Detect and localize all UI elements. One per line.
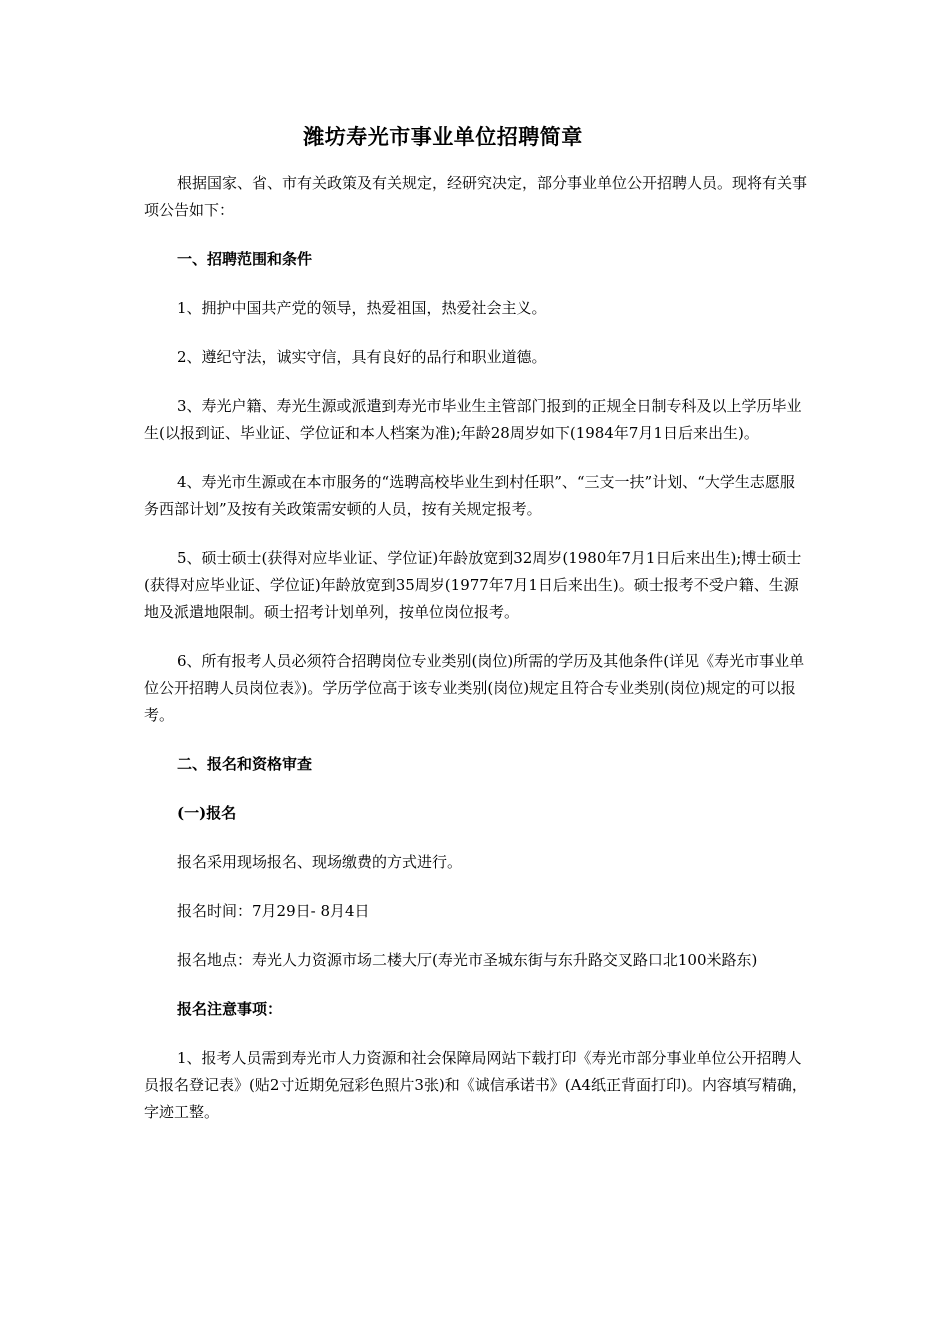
section2-sub1-heading: (一)报名	[177, 804, 237, 822]
section1-heading: 一、招聘范围和条件	[177, 250, 313, 268]
note-item-1: 1、报考人员需到寿光市人力资源和社会保障局网站下载打印《寿光市部分事业单位公开招聘人员报名登记表》(贴2寸近期免冠彩色照片3张)和《诚信承诺书》(A4纸正背面打印)。内容填写精确，字迹工整。	[144, 1049, 807, 1121]
registration-time: 报名时间：7月29日- 8月4日	[177, 902, 370, 920]
section1-item-2: 2、遵纪守法，诚实守信，具有良好的品行和职业道德。	[177, 348, 547, 366]
registration-method: 报名采用现场报名、现场缴费的方式进行。	[177, 853, 463, 871]
document-title: 潍坊寿光市事业单位招聘简章	[303, 124, 583, 149]
section1-item-4: 4、寿光市生源或在本市服务的“选聘高校毕业生到村任职”、“三支一扶”计划、“大学生志愿服务西部计划”及按有关政策需安顿的人员，按有关规定报考。	[144, 473, 795, 518]
section1-item-3: 3、寿光户籍、寿光生源或派遣到寿光市毕业生主管部门报到的正规全日制专科及以上学历毕业生(以报到证、毕业证、学位证和本人档案为准);年龄28周岁如下(1984年7月1日后来出生)。	[144, 397, 802, 442]
document-body	[144, 170, 807, 1126]
section1-item-1: 1、拥护中国共产党的领导，热爱祖国，热爱社会主义。	[177, 299, 547, 317]
section1-item-5: 5、硕士硕士(获得对应毕业证、学位证)年龄放宽到32周岁(1980年7月1日后来出生);博士硕士(获得对应毕业证、学位证)年龄放宽到35周岁(1977年7月1日后来出生)。硕士报考不受户籍、生源地及派遣地限制。硕士招考计划单列，按单位岗位报考。	[144, 549, 802, 621]
section1-item-6: 6、所有报考人员必须符合招聘岗位专业类别(岗位)所需的学历及其他条件(详见《寿光市事业单位公开招聘人员岗位表》)。学历学位高于该专业类别(岗位)规定且符合专业类别(岗位)规定的可以报考。	[144, 652, 805, 724]
intro-paragraph: 根据国家、省、市有关政策及有关规定，经研究决定，部分事业单位公开招聘人员。现将有关事项公告如下：	[144, 174, 808, 219]
registration-place: 报名地点：寿光人力资源市场二楼大厅(寿光市圣城东街与东升路交叉路口北100米路东)	[177, 951, 758, 969]
notes-heading: 报名注意事项：	[177, 1000, 283, 1018]
section2-heading: 二、报名和资格审查	[177, 755, 313, 773]
